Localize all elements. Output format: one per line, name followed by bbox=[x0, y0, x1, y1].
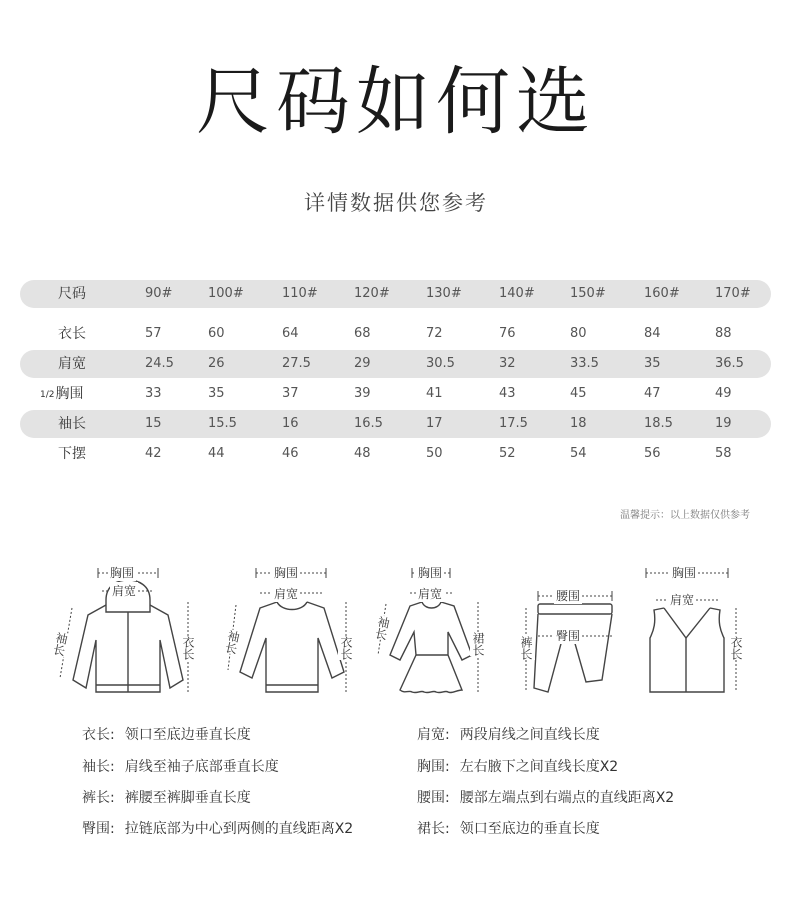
table-row bbox=[20, 380, 771, 408]
table-cell: 42 bbox=[145, 446, 162, 461]
table-cell: 30.5 bbox=[426, 356, 455, 371]
definition-item bbox=[417, 756, 618, 776]
jacket-length-label: 衣长 bbox=[181, 636, 195, 660]
size-table bbox=[20, 280, 771, 470]
table-cell: 47 bbox=[644, 386, 661, 401]
row-label: 衣长 bbox=[58, 326, 86, 342]
header-size-140: 140# bbox=[499, 286, 535, 301]
table-cell: 35 bbox=[644, 356, 661, 371]
page-subtitle: 详情数据供您参考 bbox=[304, 191, 488, 215]
measurement-figures bbox=[0, 560, 792, 705]
vest-shoulder-label: 肩宽 bbox=[670, 593, 695, 607]
table-cell: 35 bbox=[208, 386, 225, 401]
table-cell: 39 bbox=[354, 386, 371, 401]
definition-item bbox=[82, 724, 251, 744]
row-label: 袖长 bbox=[58, 416, 86, 432]
table-header-row bbox=[20, 280, 771, 308]
header-size-110: 110# bbox=[282, 286, 318, 301]
jacket-chest-label: 胸围 bbox=[110, 566, 135, 580]
dress-shoulder-label: 肩宽 bbox=[418, 587, 443, 601]
header-size-100: 100# bbox=[208, 286, 244, 301]
definition-value: 拉链底部为中心到两侧的直线距离X2 bbox=[124, 821, 354, 837]
table-cell: 43 bbox=[499, 386, 516, 401]
table-cell: 45 bbox=[570, 386, 587, 401]
table-cell: 41 bbox=[426, 386, 443, 401]
table-cell: 26 bbox=[208, 356, 225, 371]
table-cell: 27.5 bbox=[282, 356, 311, 371]
definition-key: 袖长: bbox=[82, 759, 115, 775]
table-cell: 60 bbox=[208, 326, 225, 341]
header-size-150: 150# bbox=[570, 286, 606, 301]
dress-chest-label: 胸围 bbox=[418, 566, 443, 580]
row-label: 肩宽 bbox=[58, 356, 86, 372]
sweater-sleeve-label: 袖长 bbox=[222, 628, 242, 656]
table-cell: 80 bbox=[570, 326, 587, 341]
definition-value: 领口至底边垂直长度 bbox=[124, 727, 251, 743]
table-cell: 32 bbox=[499, 356, 516, 371]
dress-sleeve-label: 袖长 bbox=[372, 614, 392, 642]
definition-item bbox=[82, 787, 251, 807]
definition-key: 臀围: bbox=[82, 821, 115, 837]
definition-value: 领口至底边的垂直长度 bbox=[459, 821, 600, 837]
table-cell: 17.5 bbox=[499, 416, 528, 431]
page-title: 尺码如何选 bbox=[196, 59, 596, 145]
table-cell: 58 bbox=[715, 446, 732, 461]
table-cell: 19 bbox=[715, 416, 732, 431]
header-size-170: 170# bbox=[715, 286, 751, 301]
pants-length-label: 裤长 bbox=[519, 636, 533, 660]
pants-waist-label: 腰围 bbox=[556, 589, 581, 603]
definition-key: 肩宽: bbox=[417, 727, 450, 743]
table-cell: 52 bbox=[499, 446, 516, 461]
definition-value: 肩线至袖子底部垂直长度 bbox=[124, 759, 279, 775]
definition-item bbox=[417, 818, 600, 838]
definition-item bbox=[82, 818, 353, 838]
dress-length-label: 裙长 bbox=[471, 632, 485, 656]
table-cell: 64 bbox=[282, 326, 299, 341]
sweater-icon bbox=[222, 560, 362, 705]
table-cell: 15.5 bbox=[208, 416, 237, 431]
definition-key: 胸围: bbox=[417, 759, 450, 775]
sweater-length-label: 衣长 bbox=[339, 636, 353, 660]
row-label-text: 胸围 bbox=[55, 386, 84, 402]
table-cell: 44 bbox=[208, 446, 225, 461]
jacket-shoulder-label: 肩宽 bbox=[112, 584, 137, 598]
table-cell: 33.5 bbox=[570, 356, 599, 371]
table-cell: 37 bbox=[282, 386, 299, 401]
table-row bbox=[20, 410, 771, 438]
definition-key: 衣长: bbox=[82, 727, 115, 743]
header-size-130: 130# bbox=[426, 286, 462, 301]
definition-item bbox=[82, 756, 279, 776]
table-cell: 29 bbox=[354, 356, 371, 371]
table-cell: 48 bbox=[354, 446, 371, 461]
vest-length-label: 衣长 bbox=[729, 636, 743, 660]
table-row bbox=[20, 440, 771, 468]
table-row bbox=[20, 320, 771, 348]
table-cell: 18.5 bbox=[644, 416, 673, 431]
row-label bbox=[40, 380, 110, 409]
vest-icon bbox=[636, 560, 756, 705]
dress-icon bbox=[372, 560, 492, 705]
definition-value: 裤腰至裤脚垂直长度 bbox=[124, 790, 251, 806]
definition-key: 腰围: bbox=[417, 790, 450, 806]
definition-item bbox=[417, 787, 674, 807]
table-cell: 17 bbox=[426, 416, 443, 431]
table-row bbox=[20, 350, 771, 378]
definition-value: 腰部左端点到右端点的直线距离X2 bbox=[459, 790, 675, 806]
table-cell: 76 bbox=[499, 326, 516, 341]
sweater-chest-label: 胸围 bbox=[274, 566, 299, 580]
table-cell: 18 bbox=[570, 416, 587, 431]
table-cell: 49 bbox=[715, 386, 732, 401]
table-cell: 68 bbox=[354, 326, 371, 341]
definition-key: 裤长: bbox=[82, 790, 115, 806]
table-cell: 46 bbox=[282, 446, 299, 461]
hooded-jacket-icon bbox=[48, 560, 198, 705]
half-prefix: 1/2 bbox=[40, 390, 55, 400]
header-size-90: 90# bbox=[145, 286, 173, 301]
table-cell: 36.5 bbox=[715, 356, 744, 371]
table-cell: 50 bbox=[426, 446, 443, 461]
definition-value: 两段肩线之间直线长度 bbox=[459, 727, 600, 743]
pants-icon bbox=[512, 560, 632, 705]
table-cell: 84 bbox=[644, 326, 661, 341]
table-cell: 56 bbox=[644, 446, 661, 461]
row-label: 下摆 bbox=[58, 446, 86, 462]
header-size-120: 120# bbox=[354, 286, 390, 301]
notice-text: 温馨提示：以上数据仅供参考 bbox=[620, 510, 750, 521]
table-cell: 54 bbox=[570, 446, 587, 461]
pants-hip-label: 臀围 bbox=[556, 629, 581, 643]
header-size-160: 160# bbox=[644, 286, 680, 301]
table-cell: 88 bbox=[715, 326, 732, 341]
header-label: 尺码 bbox=[58, 286, 86, 302]
sweater-shoulder-label: 肩宽 bbox=[274, 587, 299, 601]
table-cell: 15 bbox=[145, 416, 162, 431]
table-cell: 33 bbox=[145, 386, 162, 401]
vest-chest-label: 胸围 bbox=[672, 566, 697, 580]
table-cell: 16.5 bbox=[354, 416, 383, 431]
table-cell: 57 bbox=[145, 326, 162, 341]
table-cell: 72 bbox=[426, 326, 443, 341]
definition-value: 左右腋下之间直线长度X2 bbox=[459, 759, 619, 775]
table-cell: 16 bbox=[282, 416, 299, 431]
definition-key: 裙长: bbox=[417, 821, 450, 837]
table-cell: 24.5 bbox=[145, 356, 174, 371]
jacket-sleeve-label: 袖长 bbox=[50, 630, 70, 658]
definition-item bbox=[417, 724, 600, 744]
